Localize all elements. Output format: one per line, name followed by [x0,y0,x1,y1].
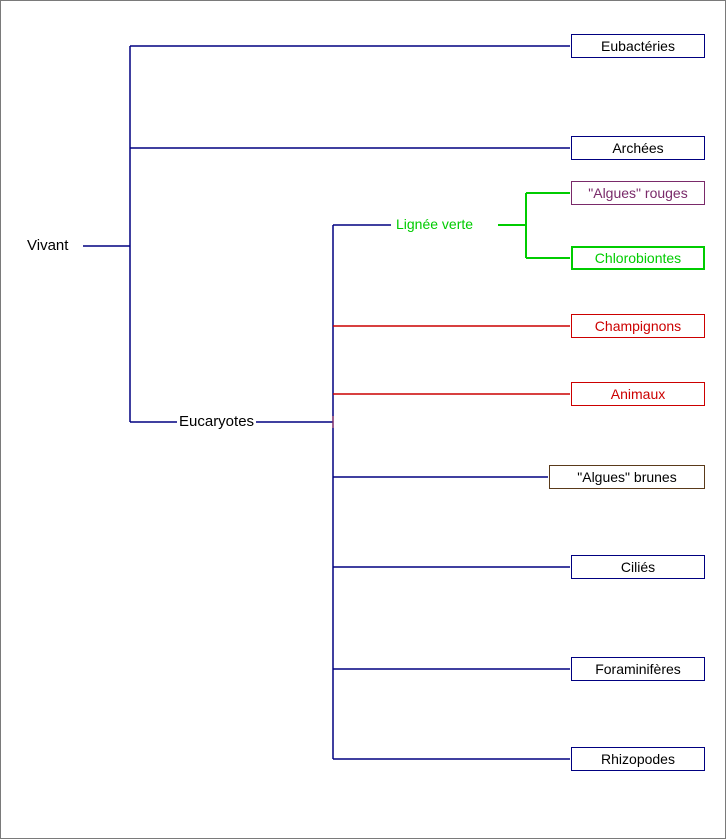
node-label-vivant: Vivant [27,237,69,254]
leaf-node-rhizopodes: Rhizopodes [571,747,705,771]
leaf-node-chlorobiontes: Chlorobiontes [571,246,705,270]
node-label-eucaryotes: Eucaryotes [179,413,255,430]
leaf-node-cilies: Ciliés [571,555,705,579]
leaf-node-algues-rouges: "Algues" rouges [571,181,705,205]
leaf-node-animaux: Animaux [571,382,705,406]
leaf-node-algues-brunes: "Algues" brunes [549,465,705,489]
node-label-lignee-verte: Lignée verte [393,216,476,232]
leaf-node-champignons: Champignons [571,314,705,338]
leaf-node-foraminiferes: Foraminifères [571,657,705,681]
leaf-node-eubacteries: Eubactéries [571,34,705,58]
tree-branch-lines [1,1,726,839]
leaf-node-archees: Archées [571,136,705,160]
